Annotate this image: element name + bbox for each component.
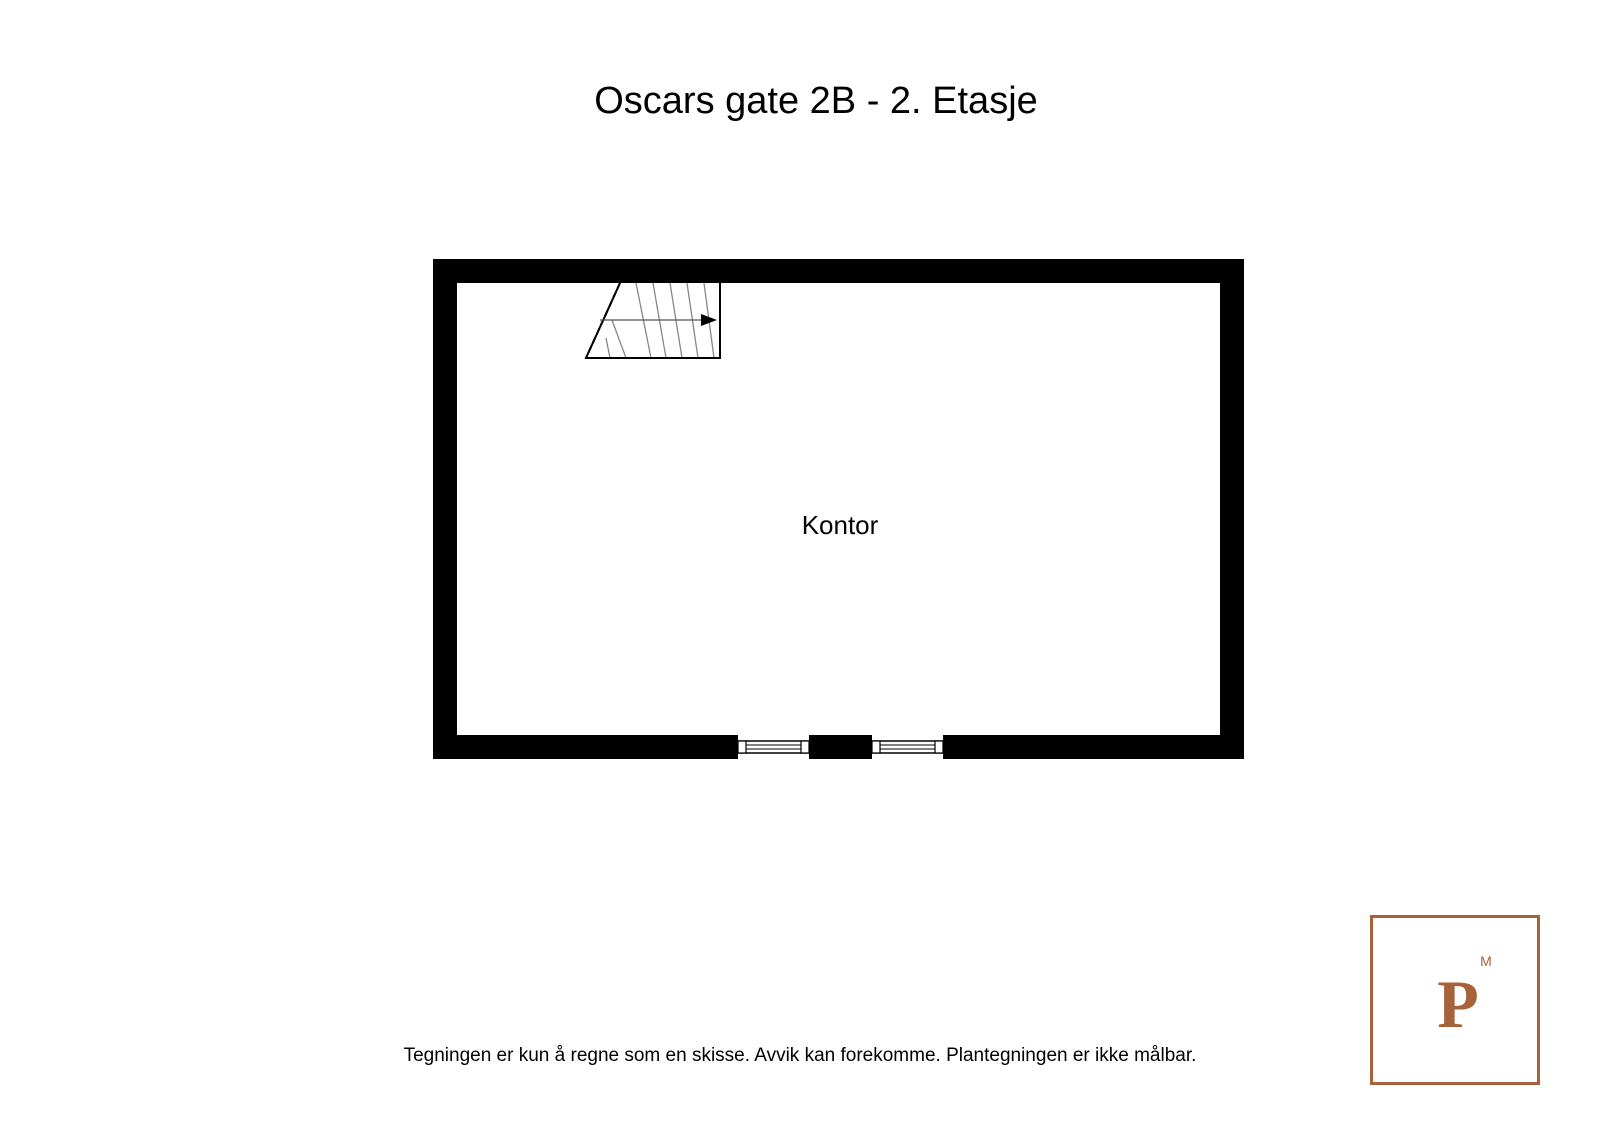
window-left (738, 741, 809, 753)
wall-bottom-middle (809, 735, 872, 759)
window-right (872, 741, 943, 753)
walls (433, 259, 1244, 759)
wall-top (433, 259, 1244, 283)
logo-letter: P (1437, 966, 1479, 1042)
brand-logo (1370, 915, 1540, 1085)
wall-left (433, 259, 457, 759)
logo-superscript: M (1480, 953, 1492, 969)
disclaimer-text: Tegningen er kun å regne som en skisse. Avvik kan forekomme. Plantegningen er ikke målbar. (403, 1045, 1197, 1066)
page-title: Oscars gate 2B - 2. Etasje (594, 80, 1038, 122)
staircase (586, 283, 720, 358)
wall-right (1220, 259, 1244, 759)
wall-bottom-right (943, 735, 1244, 759)
wall-bottom-left (433, 735, 738, 759)
room-label-kontor: Kontor (801, 510, 879, 540)
